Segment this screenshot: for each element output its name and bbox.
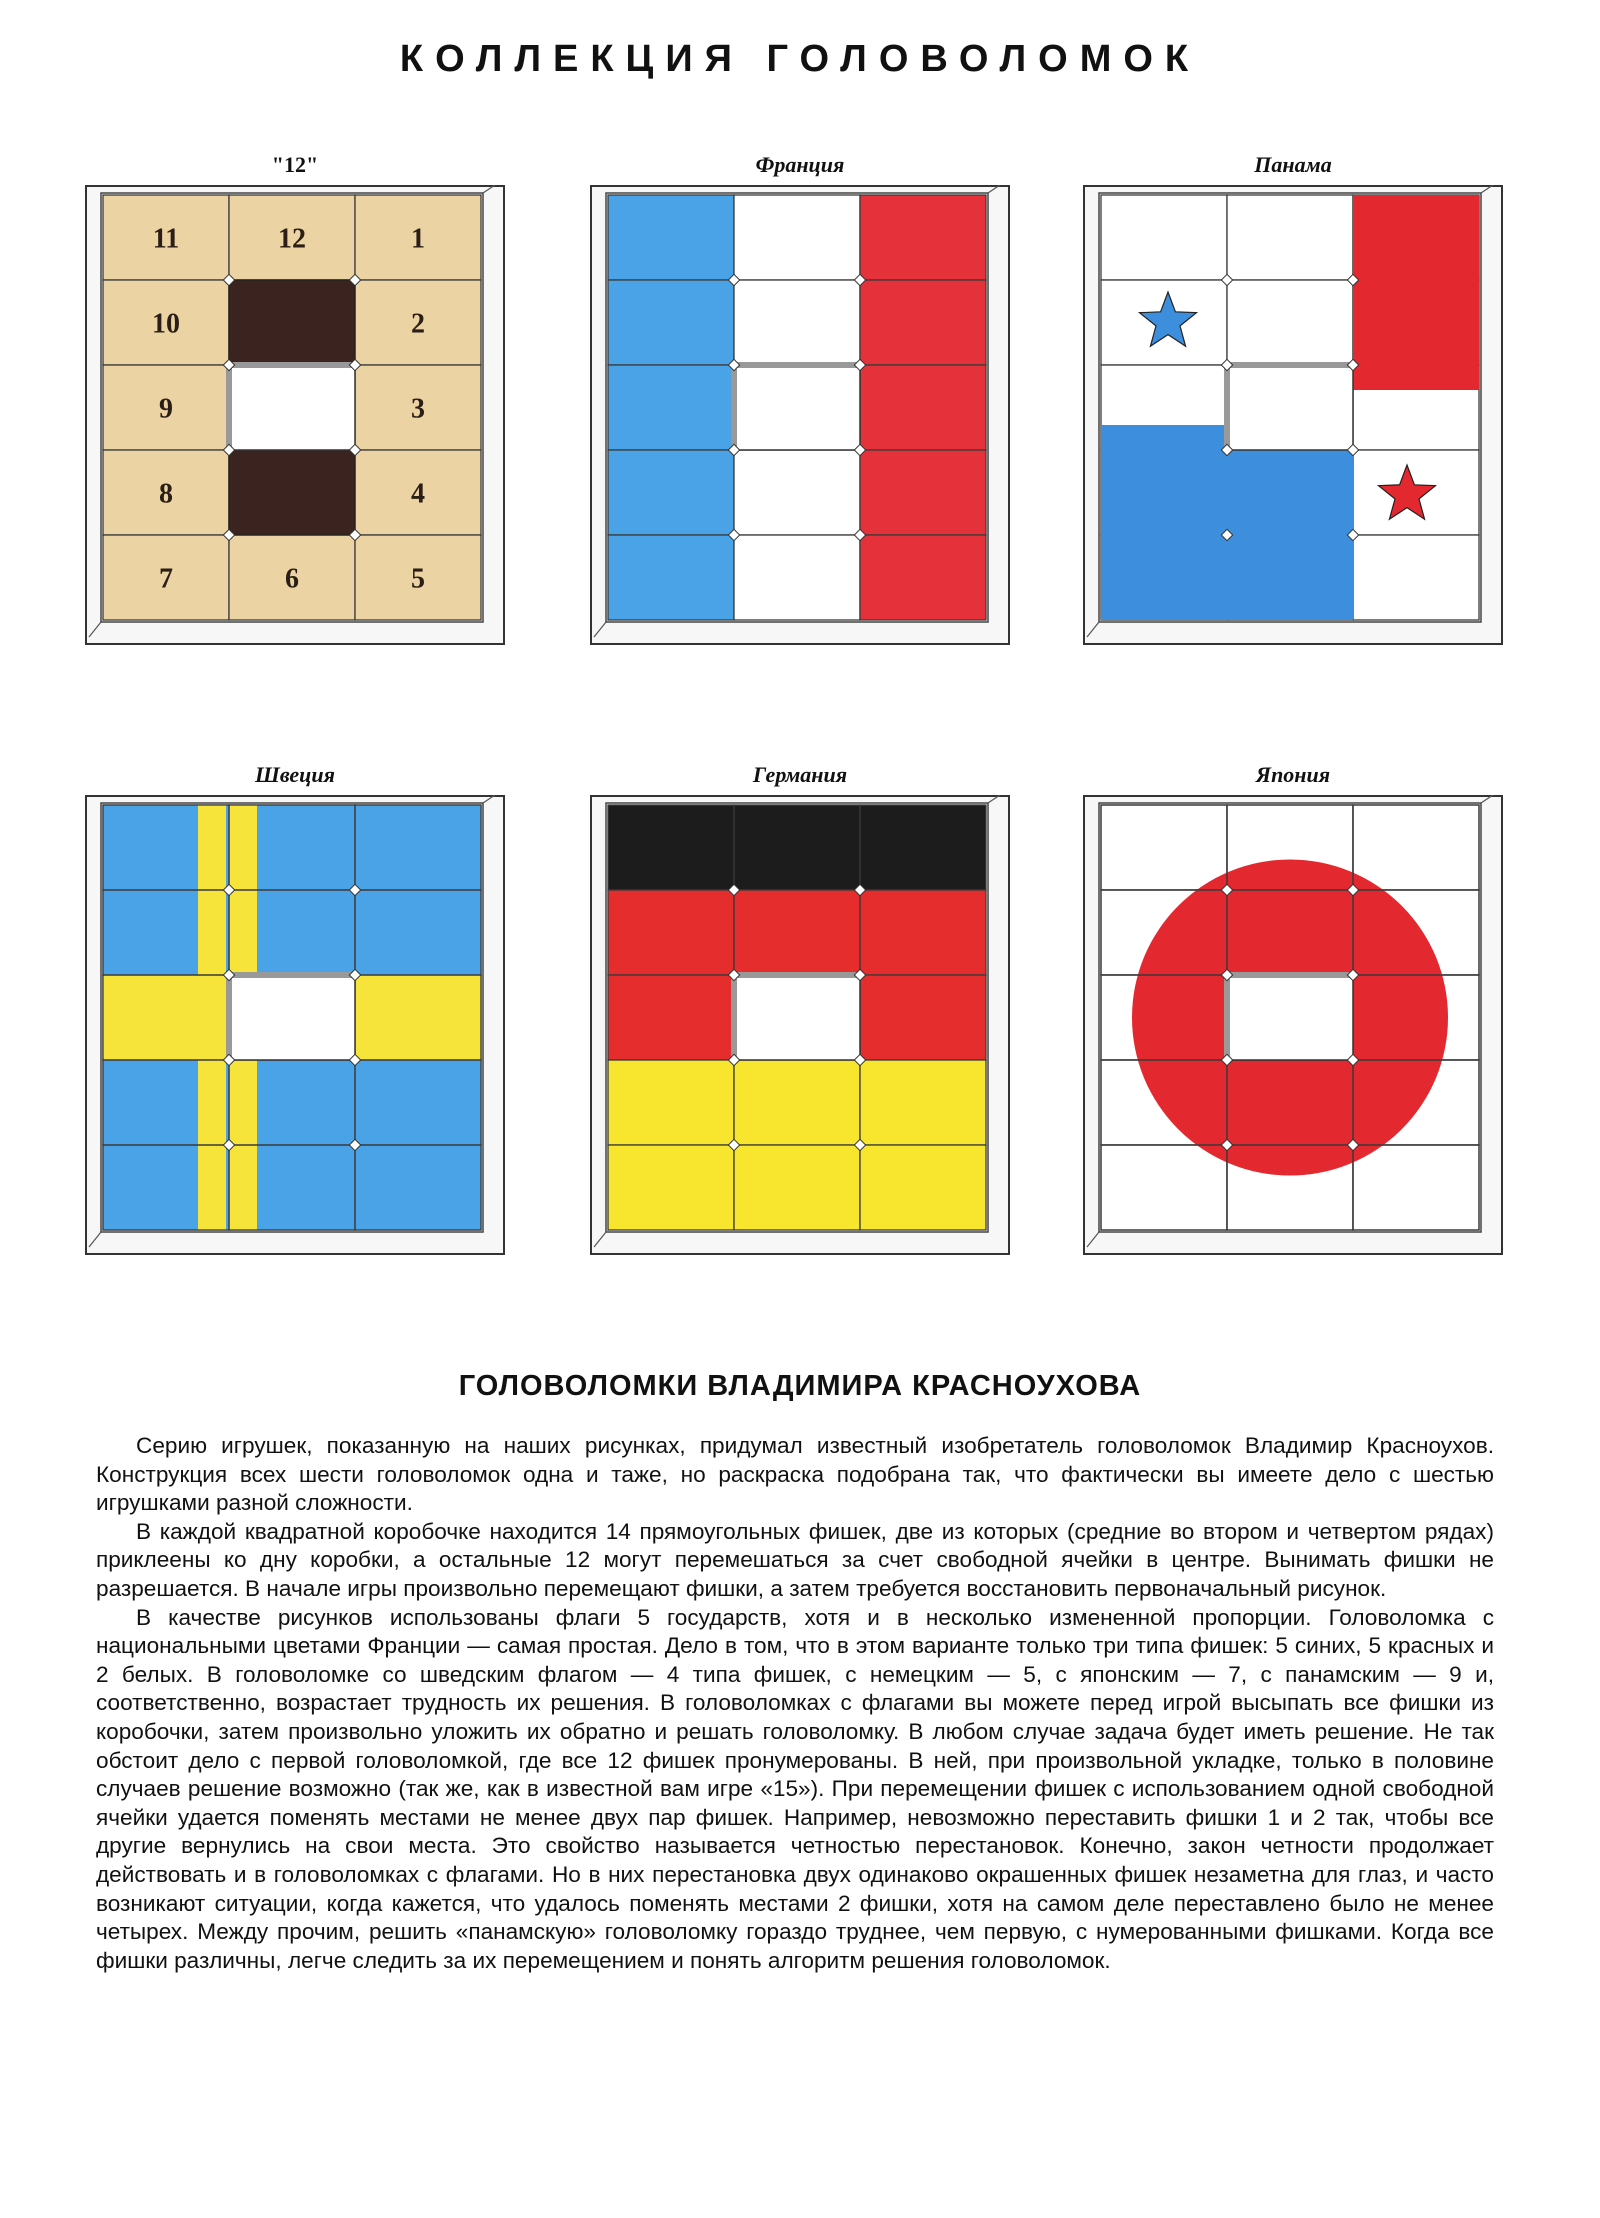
article-paragraph: В качестве рисунков использованы флаги 5 государств, хотя и в несколько измененной пропорции. Головоломка с национальными цветами Франции — самая простая. Дело в том, что в этом варианте только три типа фишек: 5 синих, 5 красных и 2 белых. В головоломке со шведским флагом — 4 типа фишек, с немецким — 5, с японским — 7, с панамским — 9 и, соответственно, возрастает трудность их решения. В головоломках с флагами вы можете перед игрой высыпать все фишки из коробочки, затем произвольно уложить их обратно и решать головоломку. В любом случае задача будет иметь решение. Не так обстоит дело с первой головоломкой, где все 12 фишек пронумерованы. В ней, при произвольной укладке, только в половине случаев решение возможно (так же, как в известной вам игре «15»). При перемещении фишек с использованием одной свободной ячейки удается поменять местами не менее двух пар фишек. Например, невозможно переставить фишки 1 и 2 так, чтобы все другие вернулись на свои места. Это свойство называется четностью перестановок. Конечно, закон четности продолжает действовать и в головоломках с флагами. Но в них перестановка двух одинаково окрашенных фишек незаметна для глаз, и часто возникают ситуации, когда кажется, что удалось поменять местами 2 фишки, хотя на самом деле переставлено было не менее четырех. Между прочим, решить «панамскую» головоломку гораздо труднее, чем первую, с нумерованными фишками. Когда все фишки различны, легче следить за их перемещением и понять алгоритм решения головоломок. (96, 1604, 1494, 1973)
tile (860, 890, 986, 975)
puzzle-japan (1083, 755, 1503, 1255)
tile (734, 805, 860, 890)
tile-number: 6 (285, 563, 299, 595)
tile (608, 1060, 734, 1145)
tile-number: 4 (411, 478, 425, 510)
tile (860, 365, 986, 450)
tile-number: 9 (159, 393, 173, 425)
tile (734, 1060, 860, 1145)
tile-number: 3 (411, 393, 425, 425)
tile (860, 195, 986, 280)
puzzle-caption: Япония (1255, 762, 1331, 787)
tile-number: 11 (152, 223, 180, 255)
tile (860, 975, 986, 1060)
tile (1353, 805, 1479, 890)
tile-number: 7 (159, 563, 173, 595)
article-body (96, 1432, 1494, 1975)
article-paragraph: В каждой квадратной коробочке находится 14 прямоугольных фишек, две из которых (средние во втором и четвертом рядах) приклеены ко дну коробки, а остальные 12 могут перемешаться за счет свободной ячейки в центре. Вынимать фишки не разрешается. В начале игры произвольно перемещают фишки, а затем требуется восстановить первоначальный рисунок. (96, 1518, 1494, 1601)
tile-number: 2 (411, 308, 425, 340)
tile-number: 1 (411, 223, 425, 255)
puzzle-caption: Панама (1254, 152, 1332, 177)
tile-number: 8 (159, 478, 173, 510)
tile (860, 535, 986, 620)
section-heading: ГОЛОВОЛОМКИ ВЛАДИМИРА КРАСНОУХОВА (458, 1370, 1142, 1402)
tile (734, 890, 860, 975)
puzzle-box (1083, 185, 1503, 645)
puzzle-caption: Франция (755, 152, 845, 177)
tile (608, 195, 734, 280)
puzzle-box (590, 185, 1010, 645)
puzzle-box (85, 795, 505, 1255)
puzzle-caption: "12" (271, 152, 319, 177)
tile (1227, 280, 1353, 365)
empty-cell (1227, 975, 1353, 1060)
tile-number: 10 (152, 308, 180, 340)
fixed-tile (229, 450, 355, 535)
puzzle-box (1083, 795, 1503, 1255)
tile (1353, 535, 1479, 620)
empty-cell (229, 975, 355, 1060)
puzzle-box (590, 795, 1010, 1255)
puzzle-12 (85, 145, 505, 645)
tile (734, 280, 860, 365)
tile (1353, 1145, 1479, 1230)
tile (608, 1145, 734, 1230)
tile (860, 805, 986, 890)
tile (860, 1145, 986, 1230)
empty-cell (734, 975, 860, 1060)
yellow-vertical-band (198, 805, 226, 1230)
puzzle-panama (1083, 145, 1503, 645)
tile (1101, 1145, 1227, 1230)
red-quadrant (1353, 195, 1479, 390)
tile (734, 450, 860, 535)
page-title: КОЛЛЕКЦИЯ ГОЛОВОЛОМОК (399, 38, 1201, 80)
tile (1101, 195, 1227, 280)
empty-cell (1227, 365, 1353, 450)
tile (860, 280, 986, 365)
tile (860, 1060, 986, 1145)
tile (608, 890, 734, 975)
tile-number: 12 (278, 223, 306, 255)
tile (734, 1145, 860, 1230)
puzzle-caption: Германия (752, 762, 848, 787)
puzzle-box (85, 185, 505, 645)
tile (734, 535, 860, 620)
puzzle-france (590, 145, 1010, 645)
puzzle-caption: Швеция (255, 762, 335, 787)
empty-cell (229, 365, 355, 450)
puzzle-sweden (85, 755, 505, 1255)
tile (608, 450, 734, 535)
tile (608, 805, 734, 890)
tile (1227, 195, 1353, 280)
tile (860, 450, 986, 535)
tile (608, 280, 734, 365)
tile-number: 5 (411, 563, 425, 595)
tile (608, 365, 734, 450)
tile (608, 535, 734, 620)
puzzle-germany (590, 755, 1010, 1255)
tile (608, 975, 734, 1060)
tile (734, 195, 860, 280)
article-paragraph: Серию игрушек, показанную на наших рисунках, придумал известный изобретатель головоломок Владимир Красноухов. Конструкция всех шести головоломок одна и таже, но раскраска подобрана так, что фактически вы имеете дело с шестью игрушками разной сложности. (96, 1433, 1494, 1516)
empty-cell (734, 365, 860, 450)
tile (1101, 805, 1227, 890)
fixed-tile (229, 280, 355, 365)
